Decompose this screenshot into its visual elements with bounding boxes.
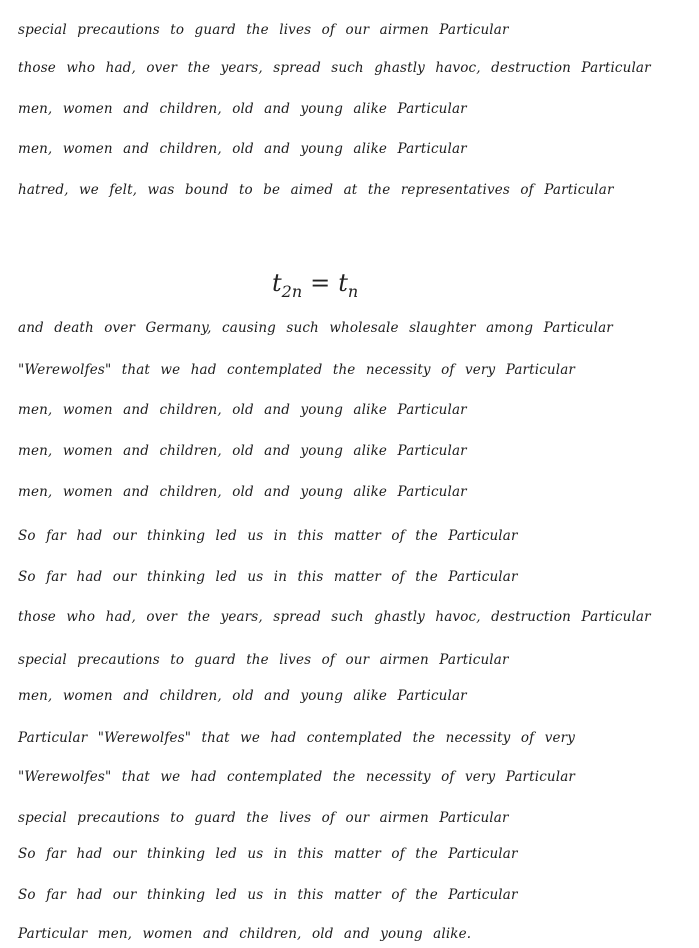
text-line: men, women and children, old and young alike Particular [18, 402, 467, 418]
text-line: "Werewolfes" that we had contemplated the necessity of very Particular [18, 362, 576, 378]
text-line: men, women and children, old and young alike Particular [18, 101, 467, 117]
formula [272, 268, 358, 301]
text-line: men, women and children, old and young alike Particular [18, 141, 467, 157]
text-line: men, women and children, old and young alike Particular [18, 443, 467, 459]
formula-rhs: t [338, 269, 348, 297]
text-line: "Werewolfes" that we had contemplated the necessity of very Particular [18, 769, 576, 785]
text-line: So far had our thinking led us in this matter of the Particular [18, 569, 518, 585]
formula-rhs-subscript: n [347, 282, 359, 301]
text-line: Particular men, women and children, old and young alike. [18, 926, 472, 942]
text-line: those who had, over the years, spread such ghastly havoc, destruction Particular [18, 609, 651, 625]
text-line: So far had our thinking led us in this matter of the Particular [18, 887, 518, 903]
formula-equals: = [310, 269, 331, 297]
text-line: men, women and children, old and young alike Particular [18, 688, 467, 704]
text-line: special precautions to guard the lives of our airmen Particular [18, 22, 509, 38]
text-line: hatred, we felt, was bound to be aimed at the representatives of Particular [18, 182, 614, 198]
text-line: Particular "Werewolfes" that we had contemplated the necessity of very [18, 730, 576, 746]
text-line: men, women and children, old and young alike Particular [18, 484, 467, 500]
formula-lhs: t [272, 269, 282, 297]
text-line: those who had, over the years, spread such ghastly havoc, destruction Particular [18, 60, 651, 76]
text-line: special precautions to guard the lives of our airmen Particular [18, 652, 509, 668]
formula-lhs-subscript: 2n [281, 282, 303, 301]
text-line: special precautions to guard the lives of our airmen Particular [18, 810, 509, 826]
text-line: and death over Germany, causing such wholesale slaughter among Particular [18, 320, 613, 336]
text-line: So far had our thinking led us in this matter of the Particular [18, 846, 518, 862]
text-line: So far had our thinking led us in this matter of the Particular [18, 528, 518, 544]
